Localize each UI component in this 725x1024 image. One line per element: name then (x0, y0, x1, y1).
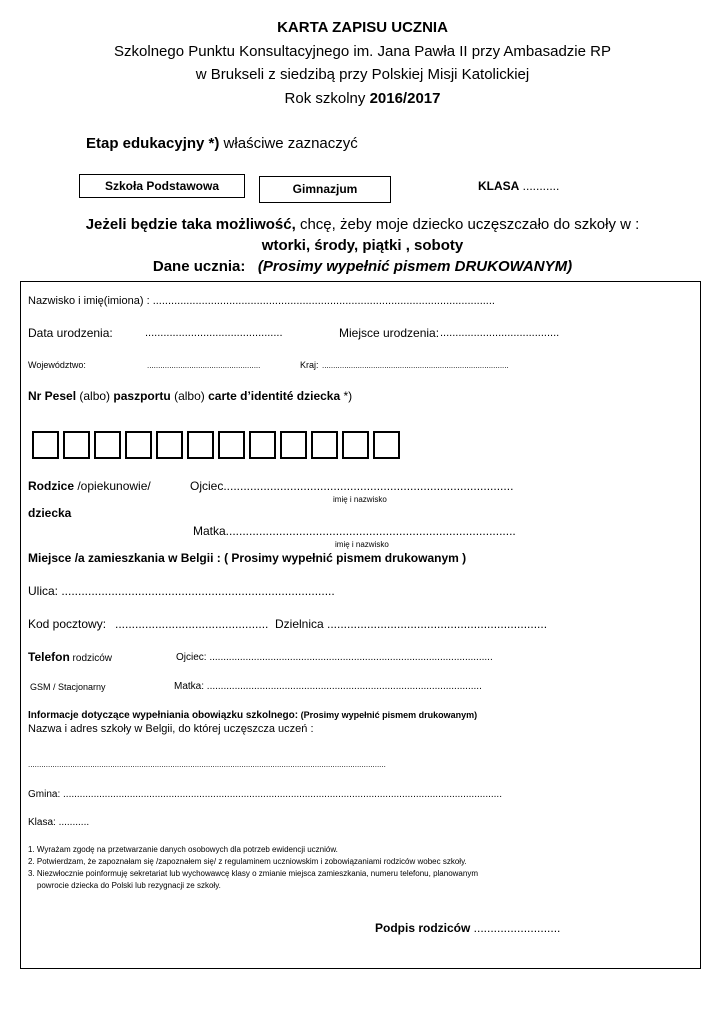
option-primary-school[interactable]: Szkoła Podstawowa (79, 174, 245, 198)
pesel-digit-box[interactable] (342, 431, 369, 459)
parents-label-2: dziecka (28, 506, 72, 520)
school-name-label: Nazwa i adres szkoły w Belgii, do której uczęszcza uczeń : (28, 723, 314, 735)
birth-date-field[interactable]: ............................................. (145, 327, 283, 339)
school-line-2: w Brukseli z siedzibą przy Polskiej Misji Katolickiej (195, 66, 530, 83)
pesel-digit-box[interactable] (94, 431, 121, 459)
phone-label: Telefon rodziców (28, 650, 113, 664)
days-lead: Jeżeli będzie taka możliwość, chcę, żeby moje dziecko uczęszczało do szkoły w : (85, 216, 640, 233)
pesel-digit-box[interactable] (32, 431, 59, 459)
birth-place-label: Miejsce urodzenia: (339, 326, 440, 340)
district-label: Dzielnica (275, 617, 324, 631)
days-list: wtorki, środy, piątki , soboty (261, 237, 464, 254)
school-info-heading: Informacje dotyczące wypełniania obowiązku szkolnego: (Prosimy wypełnić pismem drukowanym) (28, 710, 478, 721)
class-field[interactable]: KLASA ........... (478, 179, 560, 193)
father-name-field[interactable]: Ojciec....................................................................................... (190, 479, 514, 493)
pesel-digit-box[interactable] (373, 431, 400, 459)
mother-sublabel: imię i nazwisko (335, 540, 389, 549)
pesel-boxes (32, 431, 400, 459)
country-label: Kraj: (300, 360, 319, 370)
pesel-heading: Nr Pesel (albo) paszportu (albo) carte d’identité dziecka *) (28, 389, 353, 403)
phone-mother-field[interactable]: Matka: ................................................................................................... (174, 681, 482, 692)
pesel-digit-box[interactable] (218, 431, 245, 459)
pesel-digit-box[interactable] (125, 431, 152, 459)
postal-field[interactable]: .............................................. (115, 617, 269, 631)
klasa-field[interactable]: Klasa: ........... (28, 817, 90, 828)
pesel-digit-box[interactable] (156, 431, 183, 459)
stage-heading: Etap edukacyjny *) właściwe zaznaczyć (86, 135, 358, 152)
signature-field[interactable]: Podpis rodziców .......................... (375, 921, 561, 935)
country-field[interactable]: .................................................................................... (322, 361, 509, 370)
pesel-digit-box[interactable] (311, 431, 338, 459)
school-name-field[interactable]: ................................................................................................................................................................. (28, 760, 386, 769)
voivodeship-label: Województwo: (28, 360, 86, 370)
mother-name-field[interactable]: Matka....................................................................................... (193, 524, 516, 538)
student-heading: Dane ucznia: (Prosimy wypełnić pismem DRUKOWANYM) (152, 258, 573, 275)
note-3-cont: powrocie dziecka do Polski lub rezygnacji ze szkoły. (28, 881, 221, 890)
school-line-1: Szkolnego Punktu Konsultacyjnego im. Jana Pawła II przy Ambasadzie RP (114, 43, 611, 60)
pesel-digit-box[interactable] (63, 431, 90, 459)
phone-father-field[interactable]: Ojciec: ...................................................................................................... (176, 652, 493, 663)
father-sublabel: imię i nazwisko (333, 495, 387, 504)
pesel-digit-box[interactable] (249, 431, 276, 459)
phone-type-label: GSM / Stacjonarny (30, 682, 106, 692)
option-gimnazjum[interactable]: Gimnazjum (259, 176, 391, 203)
note-3: 3. Niezwłocznie poinformuję sekretariat lub wychowawcę klasy o zmianie miejsca zamieszkania, numeru telefonu, planowanym (28, 869, 478, 878)
pesel-digit-box[interactable] (280, 431, 307, 459)
school-year: Rok szkolny 2016/2017 (284, 90, 441, 107)
birth-place-field[interactable]: ....................................... (440, 327, 560, 339)
pesel-digit-box[interactable] (187, 431, 214, 459)
voivodeship-field[interactable]: ................................................... (147, 361, 261, 370)
birth-date-label: Data urodzenia: (28, 326, 113, 340)
note-1: 1. Wyrażam zgodę na przetwarzanie danych osobowych dla potrzeb ewidencji uczniów. (28, 845, 338, 854)
residence-heading: Miejsce /a zamieszkania w Belgii : ( Prosimy wypełnić pismem drukowanym ) (28, 551, 467, 565)
parents-label: Rodzice /opiekunowie/ (28, 479, 151, 493)
district-field[interactable]: .................................................................. (327, 617, 548, 631)
street-field[interactable]: Ulica: .................................................................................. (28, 584, 335, 598)
name-field[interactable]: Nazwisko i imię(imiona) : ................................................................................................................ (28, 295, 495, 307)
gmina-field[interactable]: Gmina: .............................................................................................................................................................. (28, 789, 502, 800)
postal-label: Kod pocztowy: (28, 617, 107, 631)
note-2: 2. Potwierdzam, że zapoznałam się /zapoznałem się/ z regulaminem uczniowskim i zobowiązaniami rodziców wobec szkoły. (28, 857, 467, 866)
form-title: KARTA ZAPISU UCZNIA (277, 19, 448, 36)
